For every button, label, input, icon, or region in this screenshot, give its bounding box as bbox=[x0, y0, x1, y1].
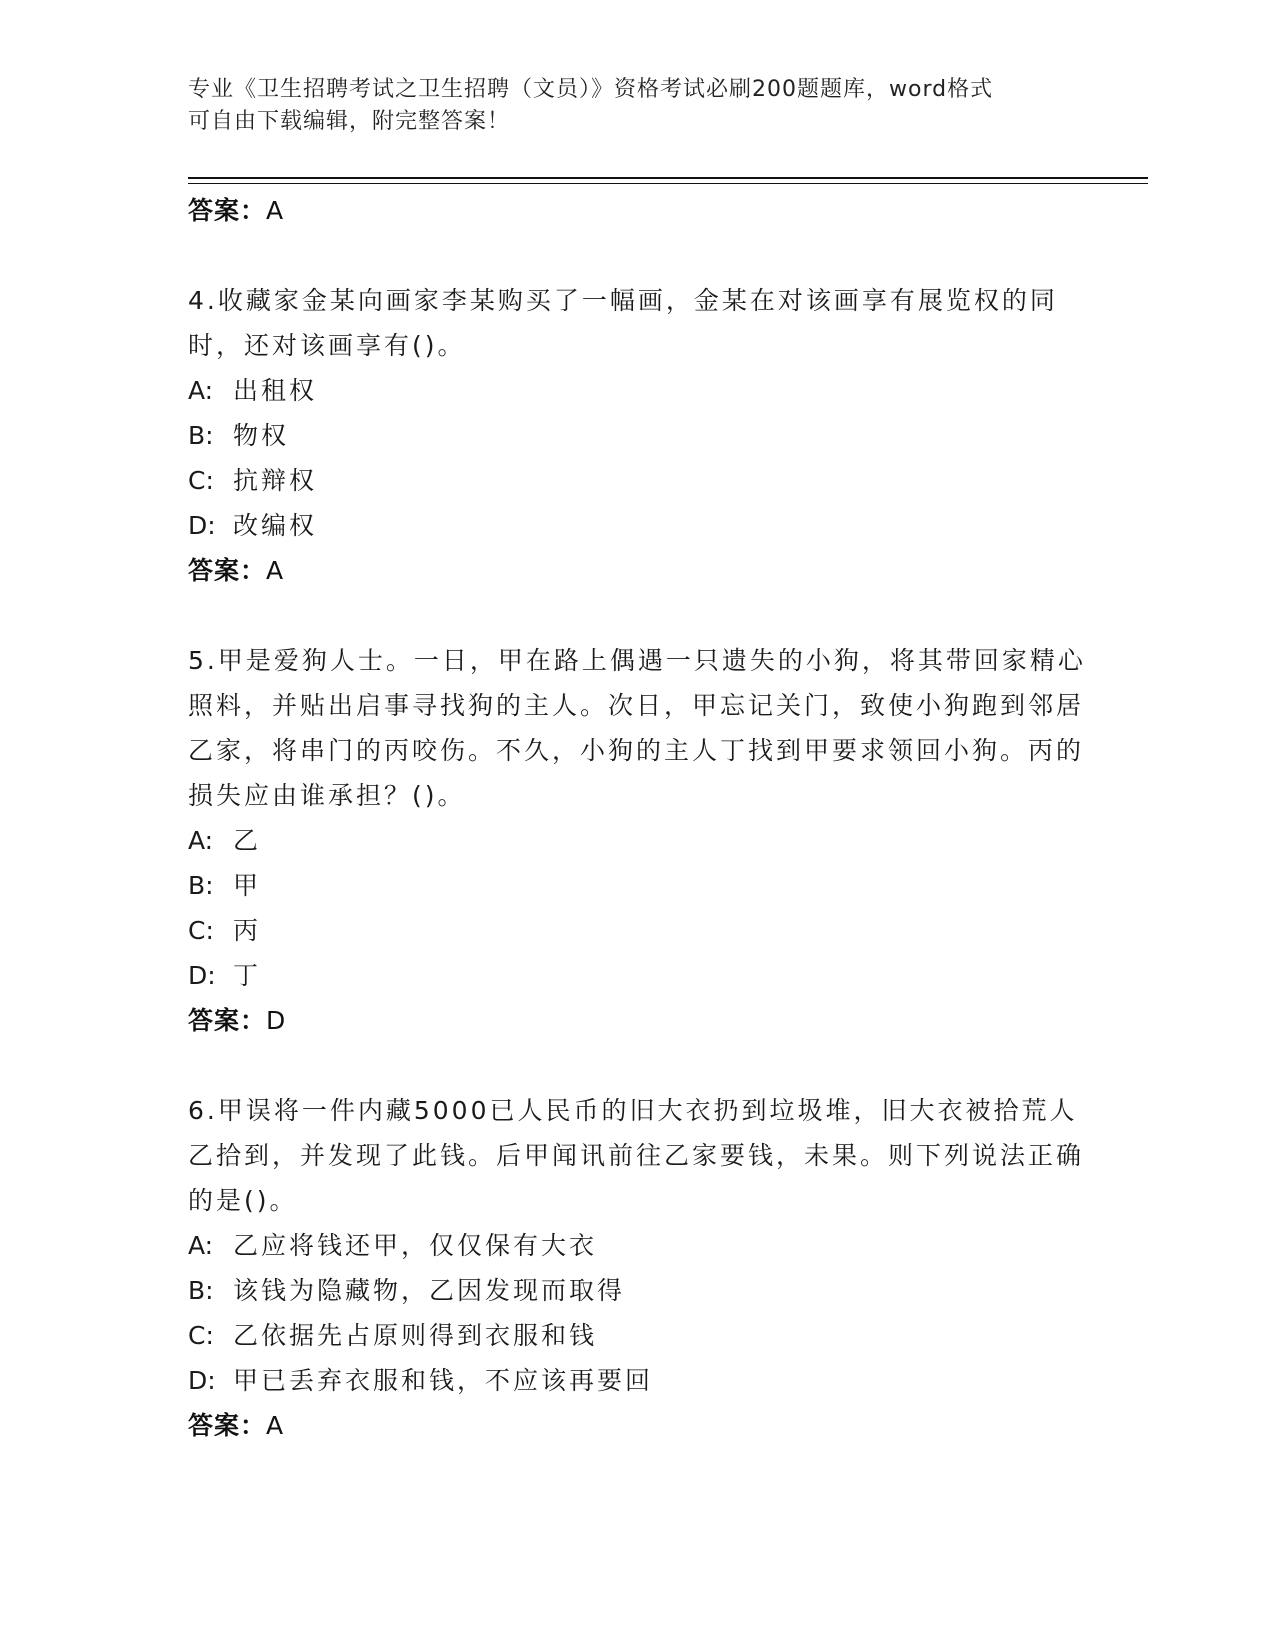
answer-label: 答案： bbox=[188, 1411, 267, 1440]
option-a bbox=[188, 818, 1088, 863]
header-line-2: 可自由下载编辑，附完整答案！ bbox=[188, 109, 511, 134]
document-body bbox=[188, 188, 1088, 1448]
spacer bbox=[188, 233, 1088, 278]
option-text: 乙应将钱还甲，仅仅保有大衣 bbox=[233, 1231, 598, 1260]
answer-label: 答案： bbox=[188, 556, 267, 585]
option-key: A: bbox=[188, 826, 214, 855]
answer-value: D bbox=[266, 1006, 287, 1035]
option-text: 该钱为隐藏物，乙因发现而取得 bbox=[233, 1276, 626, 1305]
option-c bbox=[188, 1313, 1088, 1358]
option-key: B: bbox=[188, 1276, 214, 1305]
header-rule-thick bbox=[188, 177, 1148, 179]
answer-value: A bbox=[266, 196, 285, 225]
option-key: C: bbox=[188, 1321, 214, 1350]
question-block bbox=[188, 278, 1088, 593]
option-text: 物权 bbox=[233, 421, 290, 450]
option-key: D: bbox=[188, 511, 216, 540]
header-rule-thin bbox=[188, 183, 1148, 184]
option-c bbox=[188, 908, 1088, 953]
header-line-1: 专业《卫生招聘考试之卫生招聘（文员）》资格考试必刷200题题库，word格式 bbox=[188, 77, 994, 102]
option-d bbox=[188, 1358, 1088, 1403]
option-b bbox=[188, 413, 1088, 458]
question-text: 4.收藏家金某向画家李某购买了一幅画，金某在对该画享有展览权的同时，还对该画享有()。 bbox=[188, 286, 1058, 360]
question-text: 6.甲误将一件内藏5000已人民币的旧大衣扔到垃圾堆，旧大衣被拾荒人乙拾到，并发现了此钱。后甲闻讯前往乙家要钱，未果。则下列说法正确的是()。 bbox=[188, 1096, 1085, 1215]
option-text: 甲已丢弃衣服和钱，不应该再要回 bbox=[233, 1366, 654, 1395]
option-a bbox=[188, 1223, 1088, 1268]
option-text: 丙 bbox=[233, 916, 262, 945]
document-header bbox=[188, 74, 1068, 138]
spacer bbox=[188, 593, 1088, 638]
answer-line bbox=[188, 548, 1088, 593]
answer-value: A bbox=[266, 1411, 285, 1440]
option-key: C: bbox=[188, 916, 214, 945]
question-block bbox=[188, 638, 1088, 1043]
question-block bbox=[188, 1088, 1088, 1448]
option-key: B: bbox=[188, 871, 214, 900]
question-text: 5.甲是爱狗人士。一日，甲在路上偶遇一只遗失的小狗，将其带回家精心照料，并贴出启事寻找狗的主人。次日，甲忘记关门，致使小狗跑到邻居乙家，将串门的丙咬伤。不久，小狗的主人丁找到甲要求领回小狗。丙的损失应由谁承担？()。 bbox=[188, 646, 1086, 810]
option-key: D: bbox=[188, 961, 216, 990]
option-text: 出租权 bbox=[233, 376, 318, 405]
answer-value: A bbox=[266, 556, 285, 585]
answer-line bbox=[188, 998, 1088, 1043]
answer-label: 答案： bbox=[188, 196, 267, 225]
option-text: 改编权 bbox=[233, 511, 318, 540]
option-key: D: bbox=[188, 1366, 216, 1395]
option-text: 抗辩权 bbox=[233, 466, 318, 495]
option-c bbox=[188, 458, 1088, 503]
option-text: 乙 bbox=[233, 826, 262, 855]
option-d bbox=[188, 953, 1088, 998]
spacer bbox=[188, 1043, 1088, 1088]
answer-line bbox=[188, 1403, 1088, 1448]
option-key: B: bbox=[188, 421, 214, 450]
option-b bbox=[188, 1268, 1088, 1313]
option-text: 甲 bbox=[233, 871, 262, 900]
option-a bbox=[188, 368, 1088, 413]
option-text: 丁 bbox=[233, 961, 262, 990]
option-b bbox=[188, 863, 1088, 908]
option-d bbox=[188, 503, 1088, 548]
option-key: A: bbox=[188, 376, 214, 405]
option-text: 乙依据先占原则得到衣服和钱 bbox=[233, 1321, 598, 1350]
answer-label: 答案： bbox=[188, 1006, 267, 1035]
answer-line bbox=[188, 188, 1088, 233]
option-key: A: bbox=[188, 1231, 214, 1260]
option-key: C: bbox=[188, 466, 214, 495]
